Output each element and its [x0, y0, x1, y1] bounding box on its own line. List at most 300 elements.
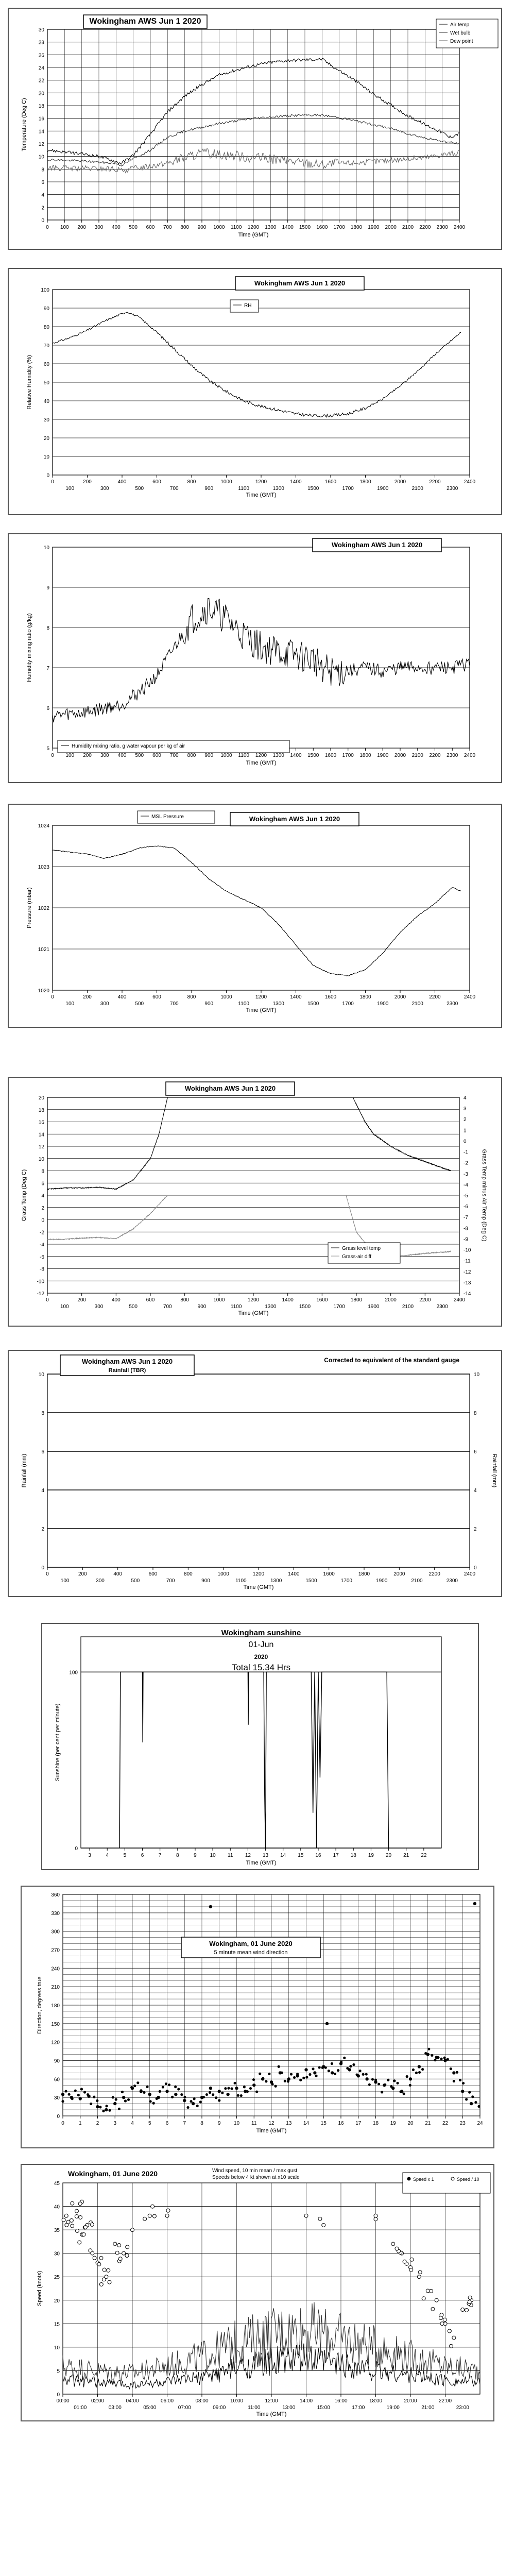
- plot-area: [53, 547, 470, 748]
- x-tick-label: 2400: [464, 1571, 476, 1577]
- data-point: [165, 2214, 169, 2217]
- data-point: [468, 2300, 471, 2304]
- x-tick-label: 1300: [265, 225, 277, 230]
- data-point: [381, 2091, 383, 2093]
- data-point: [102, 2278, 106, 2281]
- y-tick-label: 100: [69, 1670, 78, 1676]
- data-point: [312, 2067, 314, 2070]
- data-point: [70, 2218, 73, 2222]
- chart-title: Wokingham AWS Jun 1 2020: [331, 541, 423, 549]
- x-tick-label: 0: [46, 1571, 49, 1577]
- data-point: [415, 2072, 418, 2074]
- x-tick-label: 7: [183, 2121, 186, 2126]
- y-tick-label: 25: [54, 2275, 60, 2281]
- legend-label: Air temp: [450, 22, 470, 28]
- x-tick-label: 300: [94, 225, 104, 230]
- x-tick-label: 6: [165, 2121, 169, 2126]
- y-axis-label: Sunshine (per cent per minute): [55, 1703, 61, 1782]
- data-point: [196, 2105, 199, 2107]
- y-tick-label-right: -7: [464, 1215, 468, 1221]
- x-tick-label: 1100: [230, 225, 242, 230]
- legend-label: Speed / 10: [457, 2177, 479, 2182]
- data-point: [199, 2100, 202, 2103]
- legend-label: Grass level temp: [342, 1246, 381, 1251]
- x-tick-label: 1200: [247, 1297, 260, 1303]
- data-point: [136, 2081, 139, 2084]
- y-tick-label: 60: [54, 2077, 60, 2083]
- x-tick-label: 700: [169, 486, 179, 492]
- x-tick-label: 11:00: [248, 2405, 261, 2411]
- x-axis-label: Time (GMT): [246, 492, 277, 498]
- y-tick-label: -2: [40, 1230, 44, 1236]
- y-tick-label-right: 6: [474, 1449, 477, 1455]
- data-point: [90, 2103, 92, 2105]
- x-tick-label: 2400: [464, 479, 476, 485]
- x-tick-label: 200: [83, 994, 92, 1000]
- data-point: [102, 2268, 106, 2272]
- y-tick-label-right: -13: [464, 1280, 471, 1286]
- data-point: [334, 2073, 336, 2075]
- x-tick-label: 1800: [358, 1571, 370, 1577]
- data-point: [77, 2094, 80, 2096]
- y-tick-label-right: 4: [464, 1095, 467, 1101]
- y-tick-label: 0: [57, 2392, 60, 2398]
- x-tick-label: 1300: [270, 1578, 282, 1584]
- x-tick-label: 1100: [235, 1578, 247, 1584]
- data-point: [166, 2209, 170, 2212]
- x-axis-label: Time (GMT): [243, 1584, 274, 1590]
- data-point: [80, 2088, 83, 2090]
- x-tick-label: 2300: [447, 753, 458, 758]
- chart-title: Wokingham, 01 June 2020: [68, 2170, 158, 2178]
- y-tick-label: 12: [38, 1144, 44, 1150]
- data-point: [437, 2056, 439, 2059]
- x-tick-label: 15:00: [317, 2405, 330, 2411]
- y-tick-label: 7: [46, 666, 49, 671]
- y-tick-label: 360: [51, 1892, 60, 1898]
- y-tick-label: 0: [41, 1217, 44, 1224]
- data-point: [421, 2068, 424, 2071]
- data-point: [121, 2091, 124, 2093]
- data-point: [304, 2068, 307, 2071]
- data-point: [302, 2077, 305, 2079]
- x-tick-label: 20: [407, 2121, 414, 2126]
- y-tick-label: 45: [54, 2181, 60, 2187]
- x-tick-label: 1300: [272, 1001, 284, 1007]
- x-tick-label: 2400: [453, 225, 466, 230]
- data-point: [443, 2318, 447, 2321]
- y-tick-label: 10: [43, 545, 49, 551]
- data-point: [202, 2096, 205, 2098]
- data-point: [387, 2079, 389, 2081]
- x-tick-label: 03:00: [108, 2405, 122, 2411]
- data-point: [346, 2067, 349, 2070]
- x-tick-label: 19:00: [386, 2405, 400, 2411]
- x-tick-label: 2300: [436, 1304, 448, 1310]
- data-point: [177, 2088, 180, 2090]
- x-tick-label: 12: [268, 2121, 274, 2126]
- y-tick-label: 2: [41, 205, 44, 211]
- x-tick-label: 700: [166, 1578, 175, 1584]
- x-tick-label: 2000: [385, 225, 397, 230]
- x-tick-label: 400: [117, 994, 127, 1000]
- x-tick-label: 0: [61, 2121, 64, 2126]
- x-tick-label: 300: [100, 486, 109, 492]
- x-tick-label: 800: [187, 753, 196, 758]
- x-tick-label: 800: [183, 1571, 193, 1577]
- data-point: [224, 2087, 227, 2090]
- data-point: [186, 2106, 189, 2109]
- x-tick-label: 2100: [411, 1001, 423, 1007]
- x-tick-label: 1900: [377, 1001, 389, 1007]
- y-tick-label-right: -11: [464, 1258, 471, 1264]
- x-tick-label: 00:00: [56, 2398, 70, 2404]
- data-point: [61, 2093, 64, 2096]
- data-point: [321, 2066, 324, 2069]
- x-tick-label: 700: [169, 1001, 179, 1007]
- data-point: [274, 2085, 277, 2088]
- data-point: [395, 2247, 399, 2250]
- x-tick-label: 1900: [376, 1578, 388, 1584]
- x-tick-label: 4: [106, 1853, 109, 1858]
- y-tick-label-right: 0: [464, 1139, 467, 1145]
- data-point: [471, 2095, 474, 2098]
- x-tick-label: 1000: [220, 994, 232, 1000]
- y-tick-label: 30: [54, 2251, 60, 2257]
- x-tick-label: 8: [176, 1853, 179, 1858]
- x-tick-label: 1300: [272, 753, 284, 758]
- data-point: [249, 2087, 252, 2090]
- legend-label: RH: [244, 303, 252, 309]
- x-tick-label: 5: [148, 2121, 151, 2126]
- legend-label: Speed x 1: [413, 2177, 434, 2182]
- x-tick-label: 13: [262, 1853, 269, 1858]
- data-point: [268, 2073, 270, 2075]
- data-point: [418, 2270, 422, 2274]
- data-point: [287, 2080, 289, 2082]
- x-tick-label: 16:00: [334, 2398, 348, 2404]
- x-axis-label: Time (GMT): [246, 760, 277, 766]
- x-tick-label: 2000: [393, 1571, 405, 1577]
- y-axis-label-right: Rainfall (mm): [491, 1453, 497, 1488]
- y-axis-label: Direction, degrees true: [37, 1976, 43, 2034]
- y-tick-label-right: 3: [464, 1106, 467, 1112]
- x-tick-label: 1200: [247, 225, 260, 230]
- data-point: [96, 2099, 98, 2102]
- chart-title: Wokingham AWS Jun 1 2020: [89, 17, 201, 26]
- legend-label: Grass-air diff: [342, 1254, 372, 1260]
- x-tick-label: 22:00: [438, 2398, 452, 2404]
- data-point: [305, 2076, 308, 2078]
- y-tick-label: 8: [41, 167, 44, 173]
- data-point: [318, 2217, 322, 2221]
- data-point: [331, 2062, 333, 2065]
- x-axis-label: Time (GMT): [246, 1007, 277, 1013]
- data-point: [409, 2268, 413, 2272]
- y-tick-label: 0: [46, 473, 49, 479]
- data-point: [418, 2071, 421, 2074]
- data-point: [183, 2099, 186, 2102]
- x-tick-label: 21: [425, 2121, 431, 2126]
- data-point: [255, 2090, 258, 2093]
- data-point: [453, 2080, 455, 2082]
- x-tick-label: 2100: [402, 225, 414, 230]
- chart-title: Wokingham sunshine: [221, 1629, 301, 1637]
- x-tick-label: 700: [169, 753, 179, 758]
- x-axis-label: Time (GMT): [256, 2411, 287, 2417]
- x-tick-label: 1800: [359, 479, 371, 485]
- data-point: [473, 1902, 476, 1905]
- x-tick-label: 2400: [464, 753, 476, 758]
- y-tick-label: 28: [38, 40, 44, 46]
- x-tick-label: 1100: [238, 486, 250, 492]
- data-point: [278, 2065, 280, 2068]
- chart-title: Wokingham AWS Jun 1 2020: [249, 815, 340, 823]
- data-point: [168, 2083, 170, 2086]
- data-point: [149, 2100, 152, 2103]
- panel-pressure: [8, 804, 502, 1028]
- x-tick-label: 600: [152, 479, 161, 485]
- data-point: [447, 2058, 449, 2060]
- y-tick-label: 6: [41, 1449, 44, 1455]
- y-tick-label-right: 2: [464, 1117, 467, 1123]
- y-tick-label-right: 0: [474, 1565, 477, 1571]
- x-tick-label: 5: [123, 1853, 127, 1858]
- x-tick-label: 1700: [333, 225, 345, 230]
- y-tick-label-right: -3: [464, 1171, 468, 1177]
- x-tick-label: 21:00: [421, 2405, 435, 2411]
- x-tick-label: 1500: [307, 753, 319, 758]
- y-tick-label-right: 2: [474, 1527, 477, 1532]
- data-point: [74, 2089, 77, 2092]
- x-tick-label: 9: [217, 2121, 221, 2126]
- x-tick-label: 16: [338, 2121, 344, 2126]
- x-tick-label: 1400: [290, 479, 302, 485]
- data-point: [108, 2280, 111, 2284]
- data-point: [140, 2089, 142, 2092]
- data-point: [343, 2057, 346, 2059]
- data-point: [371, 2078, 374, 2080]
- data-point: [146, 2086, 148, 2088]
- data-point: [62, 2218, 65, 2222]
- y-tick-label: 50: [43, 380, 49, 386]
- data-point: [68, 2093, 71, 2096]
- data-point: [105, 2105, 108, 2107]
- chart-annotation: Corrected to equivalent of the standard gauge: [324, 1357, 459, 1364]
- y-tick-label: 1024: [38, 823, 49, 829]
- data-point: [75, 2215, 78, 2218]
- x-tick-label: 2100: [402, 1304, 414, 1310]
- data-point: [324, 2066, 327, 2069]
- y-tick-label-right: 8: [474, 1411, 477, 1416]
- y-tick-label: 1020: [38, 988, 49, 994]
- data-point: [313, 2071, 316, 2074]
- data-point: [434, 2059, 436, 2061]
- x-tick-label: 1000: [213, 225, 225, 230]
- data-point: [315, 2075, 317, 2077]
- y-tick-label: 5: [57, 2368, 60, 2375]
- x-tick-label: 14: [280, 1853, 286, 1858]
- x-tick-label: 600: [152, 753, 161, 758]
- data-point: [262, 2077, 264, 2080]
- x-tick-label: 06:00: [160, 2398, 174, 2404]
- data-point: [474, 2101, 477, 2104]
- y-tick-label-right: -9: [464, 1236, 468, 1243]
- y-tick-label: 8: [46, 625, 49, 631]
- data-point: [152, 2214, 156, 2218]
- y-tick-label: 240: [51, 1966, 60, 1972]
- data-point: [443, 2057, 446, 2059]
- data-point: [259, 2073, 261, 2075]
- x-tick-label: 200: [77, 225, 87, 230]
- data-point: [448, 2329, 451, 2333]
- data-point: [409, 2084, 411, 2087]
- data-point: [113, 2242, 117, 2246]
- x-tick-label: 11: [228, 1853, 233, 1858]
- x-tick-label: 300: [96, 1578, 105, 1584]
- x-tick-label: 1200: [255, 479, 267, 485]
- y-tick-label: 16: [38, 1120, 44, 1126]
- x-tick-label: 2200: [419, 1297, 431, 1303]
- data-point: [422, 2297, 425, 2300]
- x-tick-label: 500: [135, 486, 144, 492]
- data-point: [79, 2097, 82, 2100]
- data-point: [83, 2225, 87, 2229]
- data-point: [318, 2066, 321, 2069]
- x-tick-label: 2000: [394, 479, 406, 485]
- data-point: [431, 2307, 435, 2311]
- x-tick-label: 1700: [342, 753, 354, 758]
- data-point: [368, 2083, 371, 2086]
- data-point: [325, 2022, 329, 2025]
- x-tick-label: 600: [146, 1297, 155, 1303]
- x-tick-label: 900: [204, 486, 214, 492]
- data-point: [180, 2093, 183, 2096]
- data-point: [246, 2090, 249, 2093]
- data-point: [296, 2073, 299, 2075]
- x-tick-label: 1000: [213, 1297, 225, 1303]
- data-point: [337, 2069, 339, 2072]
- y-tick-label: 90: [43, 306, 49, 312]
- x-tick-label: 500: [129, 225, 138, 230]
- y-tick-label: 10: [38, 1156, 44, 1162]
- x-tick-label: 700: [163, 225, 172, 230]
- x-tick-label: 1900: [368, 225, 380, 230]
- data-point: [174, 2086, 177, 2088]
- data-point: [409, 2077, 412, 2080]
- data-point: [115, 2251, 119, 2255]
- data-point: [209, 2087, 212, 2090]
- x-tick-label: 1000: [220, 753, 232, 758]
- data-point: [71, 2224, 74, 2228]
- data-point: [218, 2090, 221, 2093]
- legend-label: Wet bulb: [450, 30, 471, 36]
- x-tick-label: 11: [251, 2121, 257, 2126]
- data-point: [299, 2079, 302, 2081]
- data-point: [427, 2048, 430, 2050]
- x-tick-label: 800: [180, 1297, 190, 1303]
- data-point: [328, 2070, 330, 2072]
- x-tick-label: 1: [78, 2121, 82, 2126]
- y-tick-label-right: -8: [464, 1226, 468, 1232]
- data-point: [234, 2082, 236, 2084]
- data-point: [96, 2105, 99, 2108]
- x-tick-label: 1500: [305, 1578, 317, 1584]
- x-tick-label: 14: [303, 2121, 310, 2126]
- data-point: [130, 2086, 133, 2089]
- y-tick-label: 15: [54, 2321, 60, 2328]
- x-tick-label: 500: [129, 1304, 138, 1310]
- chart-title: Wokingham AWS Jun 1 2020: [184, 1084, 276, 1092]
- y-axis-label: Grass Temp (Deg C): [21, 1169, 27, 1222]
- data-point: [127, 2098, 130, 2101]
- data-point: [99, 2256, 103, 2260]
- legend-marker: [451, 2177, 454, 2180]
- data-point: [75, 2229, 79, 2232]
- x-tick-label: 1100: [230, 1304, 242, 1310]
- data-point: [124, 2099, 127, 2102]
- x-tick-label: 100: [65, 486, 75, 492]
- legend-marker: [407, 2177, 410, 2180]
- panel-rainfall: [8, 1350, 502, 1597]
- data-point: [374, 2217, 377, 2221]
- x-tick-label: 23:00: [456, 2405, 469, 2411]
- x-tick-label: 200: [77, 1297, 87, 1303]
- x-tick-label: 1700: [342, 1001, 354, 1007]
- x-tick-label: 1700: [333, 1304, 345, 1310]
- x-tick-label: 800: [180, 225, 190, 230]
- x-tick-label: 900: [204, 1001, 214, 1007]
- x-tick-label: 13: [286, 2121, 292, 2126]
- y-tick-label: 20: [38, 1095, 44, 1101]
- y-tick-label: 1022: [38, 906, 49, 911]
- data-point: [126, 2245, 129, 2249]
- x-tick-label: 09:00: [213, 2405, 226, 2411]
- data-point: [192, 2102, 195, 2105]
- data-point: [156, 2097, 158, 2100]
- x-tick-label: 1800: [350, 1297, 363, 1303]
- y-tick-label: 0: [41, 1565, 44, 1571]
- y-tick-label: -6: [40, 1254, 44, 1260]
- data-point: [133, 2084, 136, 2087]
- y-tick-label: 180: [51, 2003, 60, 2009]
- y-tick-label-right: 10: [474, 1372, 480, 1378]
- data-point: [107, 2268, 110, 2272]
- x-tick-label: 2000: [385, 1297, 397, 1303]
- data-point: [235, 2087, 238, 2090]
- x-tick-label: 18:00: [369, 2398, 383, 2404]
- data-point: [417, 2275, 421, 2279]
- y-axis-label: Pressure (mbar): [26, 887, 32, 928]
- y-tick-label: 100: [41, 287, 49, 293]
- data-point: [148, 2093, 151, 2096]
- data-point: [449, 2344, 453, 2348]
- data-point: [393, 2079, 396, 2082]
- y-tick-label: 30: [43, 417, 49, 423]
- x-tick-label: 08:00: [195, 2398, 209, 2404]
- data-point: [118, 2257, 122, 2261]
- y-tick-label: 20: [38, 91, 44, 97]
- x-axis-label: Time (GMT): [256, 2128, 287, 2134]
- x-tick-label: 22: [421, 1853, 427, 1858]
- data-point: [71, 2201, 74, 2205]
- data-point: [226, 2093, 229, 2096]
- data-point: [396, 2082, 399, 2084]
- data-point: [152, 2102, 155, 2105]
- data-point: [243, 2086, 246, 2088]
- data-point: [78, 2241, 81, 2244]
- chart-total: Total 15.34 Hrs: [231, 1663, 291, 1672]
